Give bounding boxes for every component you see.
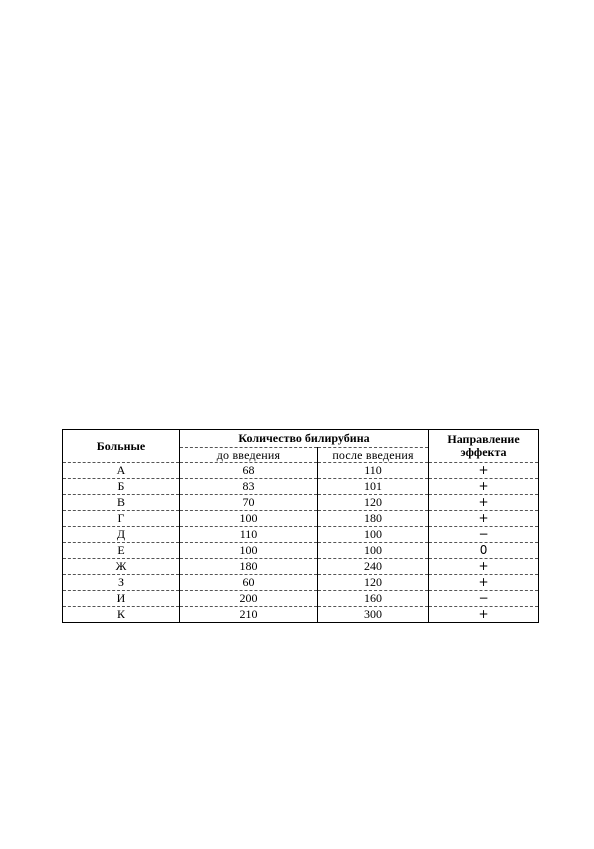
cell-effect: − — [429, 591, 539, 607]
cell-before: 110 — [180, 527, 318, 543]
cell-after: 160 — [318, 591, 429, 607]
table-row — [63, 575, 539, 591]
cell-effect: + — [429, 511, 539, 527]
cell-patient: К — [63, 607, 180, 623]
cell-before: 83 — [180, 479, 318, 495]
header-bilirubin: Количество билирубина — [180, 430, 429, 448]
cell-effect: − — [429, 527, 539, 543]
cell-after: 120 — [318, 495, 429, 511]
cell-after: 100 — [318, 527, 429, 543]
cell-patient: Ж — [63, 559, 180, 575]
cell-effect: 0 — [429, 543, 539, 559]
table-row — [63, 591, 539, 607]
cell-effect: + — [429, 575, 539, 591]
cell-after: 101 — [318, 479, 429, 495]
cell-effect: + — [429, 559, 539, 575]
cell-after: 120 — [318, 575, 429, 591]
cell-before: 180 — [180, 559, 318, 575]
cell-effect: + — [429, 495, 539, 511]
header-row-main — [63, 430, 539, 448]
bilirubin-table-container — [62, 429, 538, 623]
table-row — [63, 511, 539, 527]
cell-patient: В — [63, 495, 180, 511]
table-header — [63, 430, 539, 463]
cell-after: 240 — [318, 559, 429, 575]
cell-before: 100 — [180, 543, 318, 559]
cell-after: 100 — [318, 543, 429, 559]
table-row — [63, 543, 539, 559]
header-before: до введения — [180, 448, 318, 463]
cell-effect: + — [429, 463, 539, 479]
cell-before: 68 — [180, 463, 318, 479]
cell-before: 70 — [180, 495, 318, 511]
cell-before: 100 — [180, 511, 318, 527]
header-direction: Направление эффекта — [429, 430, 539, 463]
cell-patient: Г — [63, 511, 180, 527]
table-row — [63, 607, 539, 623]
header-after: после введения — [318, 448, 429, 463]
table-body — [63, 463, 539, 623]
bilirubin-table — [62, 429, 539, 623]
cell-before: 210 — [180, 607, 318, 623]
cell-patient: Б — [63, 479, 180, 495]
cell-after: 110 — [318, 463, 429, 479]
cell-patient: А — [63, 463, 180, 479]
header-patients: Больные — [63, 430, 180, 463]
table-row — [63, 495, 539, 511]
cell-effect: + — [429, 607, 539, 623]
cell-before: 200 — [180, 591, 318, 607]
cell-after: 300 — [318, 607, 429, 623]
table-row — [63, 559, 539, 575]
cell-effect: + — [429, 479, 539, 495]
cell-after: 180 — [318, 511, 429, 527]
table-row — [63, 479, 539, 495]
table-row — [63, 463, 539, 479]
cell-patient: Е — [63, 543, 180, 559]
table-row — [63, 527, 539, 543]
cell-patient: И — [63, 591, 180, 607]
cell-patient: Д — [63, 527, 180, 543]
cell-patient: З — [63, 575, 180, 591]
cell-before: 60 — [180, 575, 318, 591]
